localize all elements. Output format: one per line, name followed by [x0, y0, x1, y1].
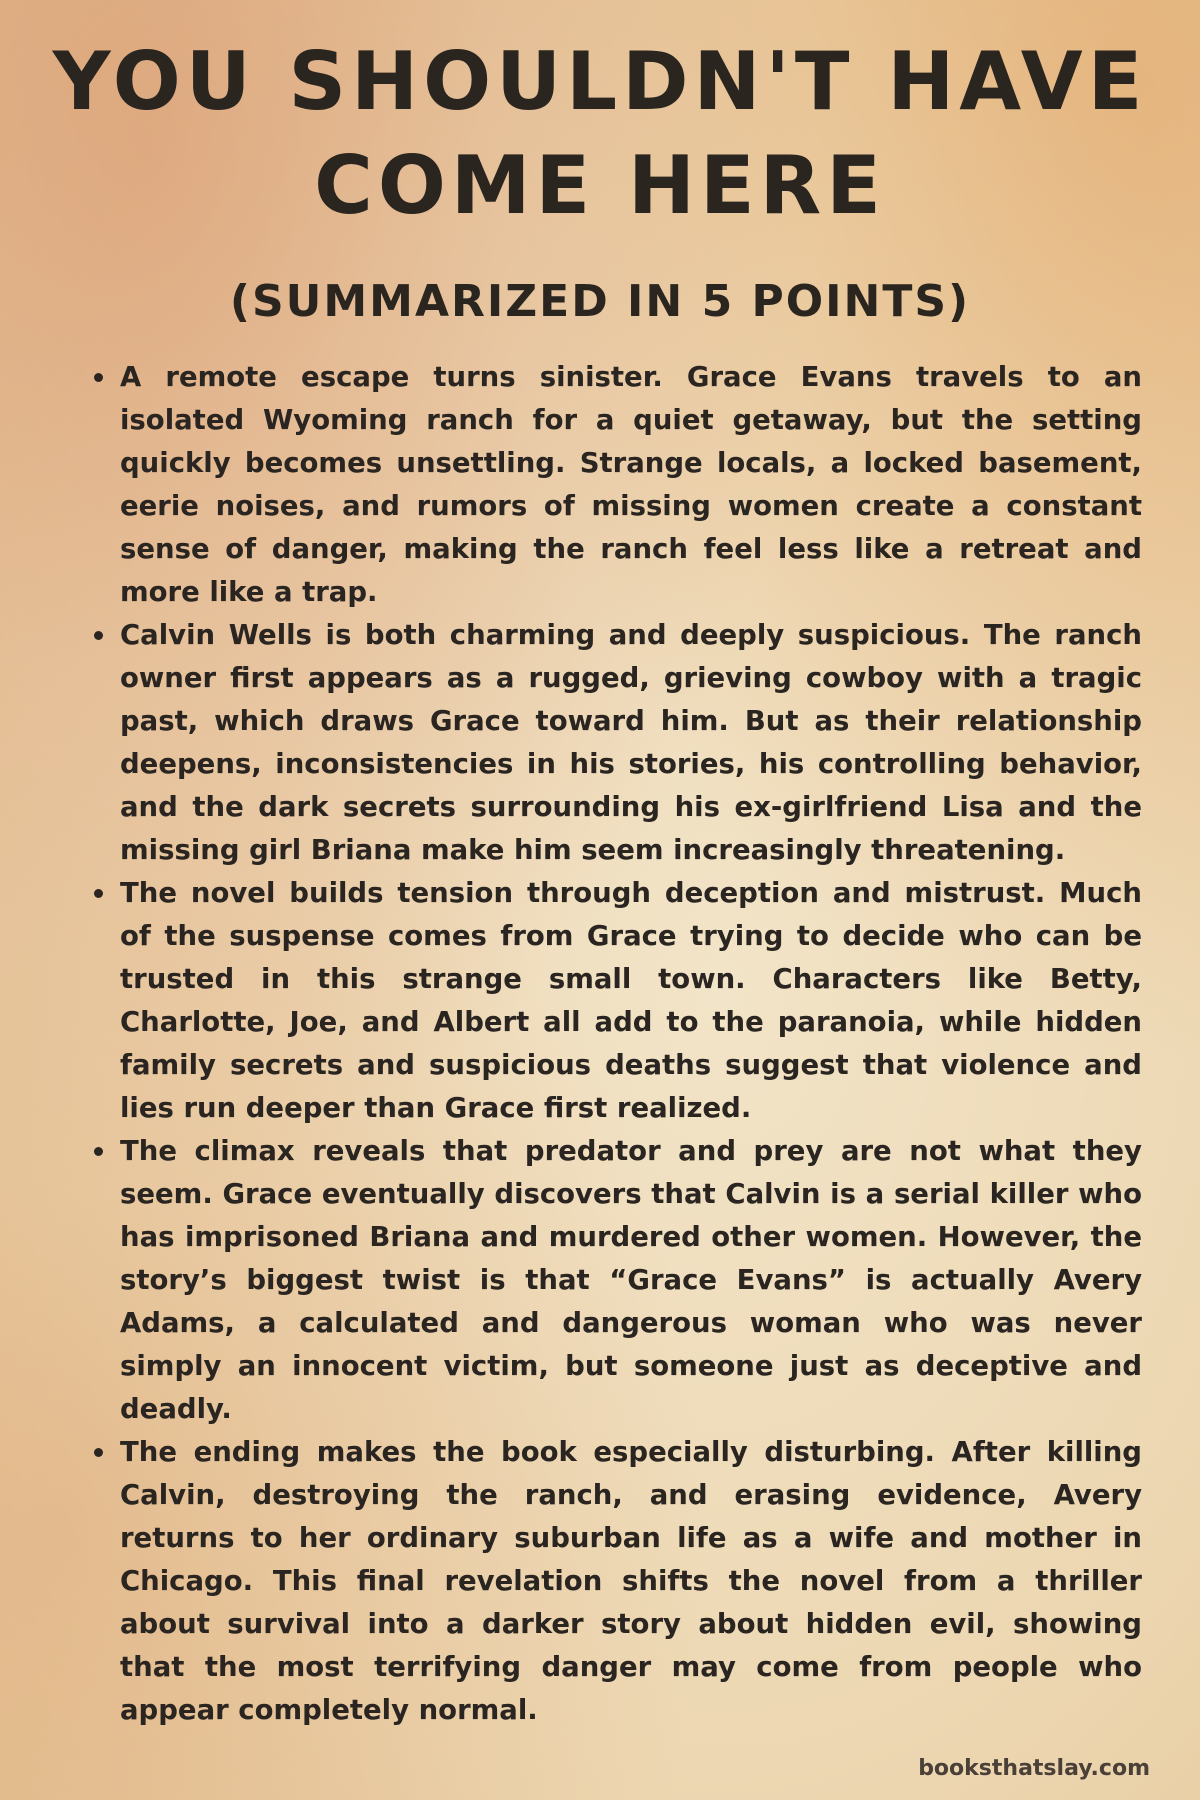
page-subtitle: (SUMMARIZED IN 5 POINTS): [229, 276, 971, 327]
bullet-icon: [94, 1147, 103, 1156]
summary-point: [120, 1431, 1142, 1732]
summary-point-text: The climax reveals that predator and prey are not what they seem. Grace eventually discovers that Calvin is a serial killer who has imprisoned Briana and murdered other women. However, the story’s biggest twist is that “Grace Evans” is actually Avery Adams, a calculated and dangerous woman who was never simply an innocent victim, but someone just as deceptive and deadly.: [120, 1135, 1142, 1425]
summary-point: [120, 872, 1142, 1130]
summary-point: [120, 1130, 1142, 1431]
bullet-icon: [94, 631, 103, 640]
bullet-icon: [94, 889, 103, 898]
summary-point-text: The ending makes the book especially disturbing. After killing Calvin, destroying the ranch, and erasing evidence, Avery returns to her ordinary suburban life as a wife and mother in Chicago. This final revelation shifts the novel from a thriller about survival into a darker story about hidden evil, showing that the most terrifying danger may come from people who appear completely normal.: [120, 1436, 1142, 1726]
bullet-icon: [94, 1448, 103, 1457]
summary-point-text: The novel builds tension through deception and mistrust. Much of the suspense comes from Grace trying to decide who can be trusted in this strange small town. Characters like Betty, Charlotte, Joe, and Albert all add to the paranoia, while hidden family secrets and suspicious deaths suggest that violence and lies run deeper than Grace first realized.: [120, 877, 1142, 1124]
site-watermark: booksthatslay.com: [918, 1756, 1150, 1781]
summary-points-list: [92, 356, 1142, 1732]
bullet-icon: [94, 373, 103, 382]
page-title: YOU SHOULDN'T HAVE COME HERE: [52, 35, 1148, 232]
summary-point: [120, 614, 1142, 872]
summary-point-text: Calvin Wells is both charming and deeply suspicious. The ranch owner first appears as a rugged, grieving cowboy with a tragic past, which draws Grace toward him. But as their relationship deepens, inconsistencies in his stories, his controlling behavior, and the dark secrets surrounding his ex-girlfriend Lisa and the missing girl Briana make him seem increasingly threatening.: [120, 619, 1142, 866]
summary-point-text: A remote escape turns sinister. Grace Evans travels to an isolated Wyoming ranch for a quiet getaway, but the setting quickly becomes unsettling. Strange locals, a locked basement, eerie noises, and rumors of missing women create a constant sense of danger, making the ranch feel less like a retreat and more like a trap.: [120, 361, 1142, 608]
summary-point: [120, 356, 1142, 614]
